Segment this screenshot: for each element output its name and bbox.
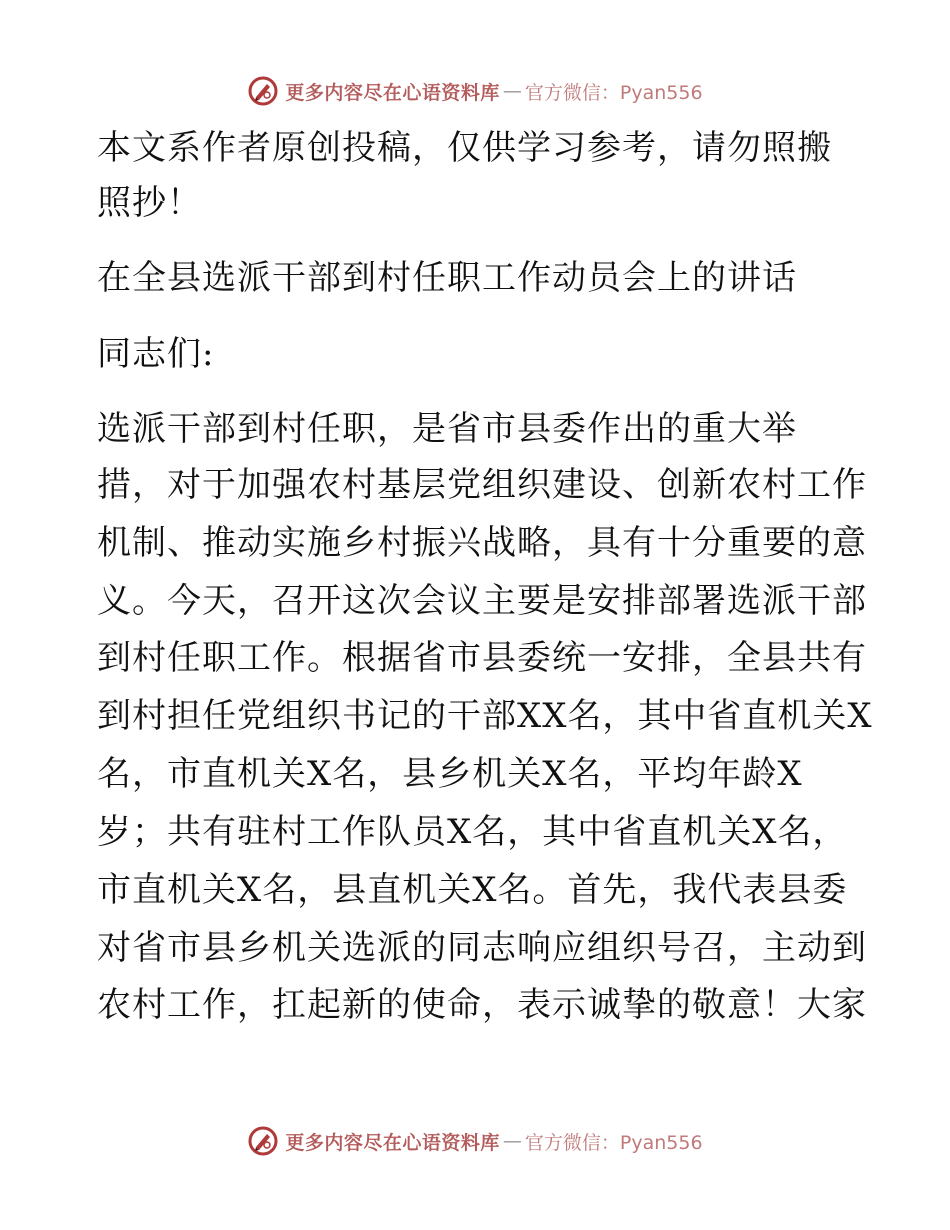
pen-logo-icon — [247, 75, 279, 107]
watermark-dash: — — [502, 80, 522, 102]
body-line: 名，市直机关X名，县乡机关X名，平均年龄X — [97, 754, 803, 794]
watermark-sub-text: 官方微信：Pyan556 — [524, 81, 703, 104]
body-line: 岁；共有驻村工作队员X名，其中省直机关X名， — [97, 812, 848, 852]
body-line: 选派干部到村任职，是省市县委作出的重大举 — [97, 409, 797, 449]
watermark-dash: — — [502, 1130, 522, 1152]
body-line: 市直机关X名，县直机关X名。首先，我代表县委 — [97, 870, 848, 910]
body-line: 到村任职工作。根据省市县委统一安排，全县共有 — [97, 638, 867, 678]
salutation: 同志们: — [97, 334, 215, 374]
pen-logo-icon — [247, 1125, 279, 1157]
notice-line: 本文系作者原创投稿，仅供学习参考，请勿照搬 — [97, 128, 832, 168]
watermark-main-text: 更多内容尽在心语资料库 — [285, 1131, 500, 1154]
watermark-main-text: 更多内容尽在心语资料库 — [285, 81, 500, 104]
footer-watermark — [0, 1124, 950, 1158]
body-line: 对省市县乡机关选派的同志响应组织号召，主动到 — [97, 928, 867, 968]
document-title: 在全县选派干部到村任职工作动员会上的讲话 — [97, 258, 797, 298]
body-line: 到村担任党组织书记的干部XX名，其中省直机关X — [97, 696, 873, 736]
body-line: 农村工作，扛起新的使命，表示诚挚的敬意！大家 — [97, 985, 867, 1025]
notice-line: 照抄！ — [97, 183, 202, 223]
watermark-sub-text: 官方微信：Pyan556 — [524, 1131, 703, 1154]
body-line: 措，对于加强农村基层党组织建设、创新农村工作 — [97, 465, 867, 505]
body-line: 机制、推动实施乡村振兴战略，具有十分重要的意 — [97, 523, 867, 563]
body-line: 义。今天，召开这次会议主要是安排部署选派干部 — [97, 581, 867, 621]
header-watermark — [0, 74, 950, 108]
